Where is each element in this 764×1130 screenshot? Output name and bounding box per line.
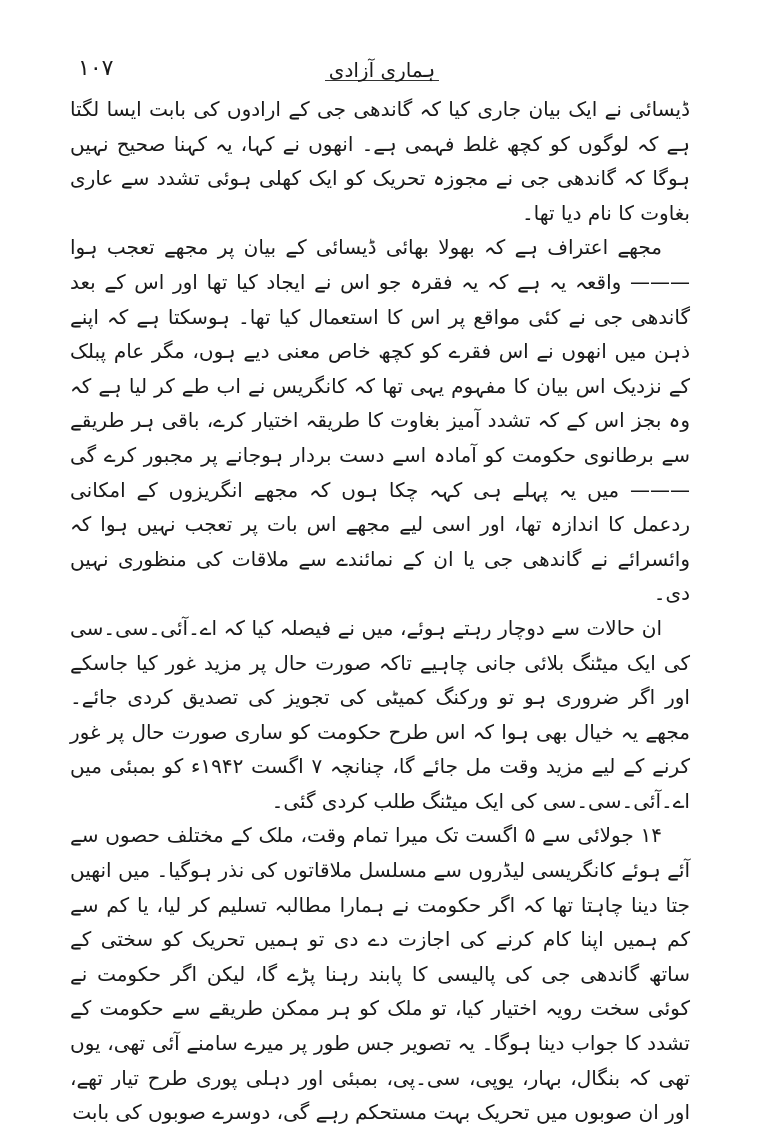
paragraph: مجھے اعتراف ہے کہ بھولا بھائی ڈیسائی کے بیان پر مجھے تعجب ہوا ——— واقعہ یہ ہے کہ یہ فقرہ جو اس نے ایجاد کیا تھا اور اس کے بعد گاندھی جی نے کئی مواقع پر اس کا استعمال کیا تھا۔ ہوسکتا ہے کہ اپنے ذہن میں انھوں نے اس فقرے کو کچھ خاص معنی دیے ہوں، مگر عام پبلک کے نزدیک اس بیان کا مفہوم یہی تھا کہ کانگریس نے اب طے کر لیا ہے کہ وہ بجز اس کے کہ تشدد آمیز بغاوت کا طریقہ اختیار کرے، باقی ہر طریقے سے برطانوی حکومت کو آمادہ اسے دست بردار ہوجانے پر مجبور کرے گی ——— میں یہ پہلے ہی کہہ چکا ہوں کہ مجھے انگریزوں کے امکانی ردعمل کا اندازہ تھا، اور اسی لیے مجھے اس بات پر تعجب نہیں ہوا کہ وائسرائے نے گاندھی جی یا ان کے نمائندے سے ملاقات کی منظوری نہیں دی۔	[70, 235, 690, 606]
body-text	[70, 92, 690, 1130]
paragraph: ۱۴ جولائی سے ۵ اگست تک میرا تمام وقت، ملک کے مختلف حصوں سے آئے ہوئے کانگریسی لیڈروں سے مسلسل ملاقاتوں کی نذر ہوگیا۔ میں انھیں جتا دینا چاہتا تھا کہ اگر حکومت نے ہمارا مطالبہ تسلیم کر لیا، یا کم سے کم ہمیں اپنا کام کرنے کی اجازت دے دی تو ہمیں تحریک کو سختی کے ساتھ گاندھی جی کی پالیسی کا پابند رہنا پڑے گا، لیکن اگر حکومت نے کوئی سخت رویہ اختیار کیا، تو ملک کو ہر ممکن طریقے سے حکومت کے تشدد کا جواب دینا ہوگا۔ یہ تصویر جس طور پر میرے سامنے آئی تھی، یوں تھی کہ بنگال، بہار، یوپی، سی۔پی، بمبئی اور دہلی پوری طرح تیار تھے، اور ان صوبوں میں تحریک بہت مستحکم رہے گی، دوسرے صوبوں کی بابت	[70, 823, 690, 1125]
running-head-title: ہماری آزادی	[325, 60, 439, 81]
running-head	[0, 56, 764, 82]
page-number: ۱۰۷	[78, 56, 114, 81]
paragraph: ڈیسائی نے ایک بیان جاری کیا کہ گاندھی جی کے ارادوں کی بابت ایسا لگتا ہے کہ لوگوں کو کچھ غلط فہمی ہے۔ انھوں نے کہا، یہ کہنا صحیح نہیں ہوگا کہ گاندھی جی نے مجوزہ تحریک کو ایک کھلی ہوئی تشدد سے عاری بغاوت کا نام دیا تھا۔	[70, 97, 690, 225]
paragraph: ان حالات سے دوچار رہتے ہوئے، میں نے فیصلہ کیا کہ اے۔آئی۔سی۔سی کی ایک میٹنگ بلائی جانی چاہیے تاکہ صورت حال پر مزید غور کیا جاسکے اور اگر ضروری ہو تو ورکنگ کمیٹی کی تجویز کی تصدیق کردی جائے۔ مجھے یہ خیال بھی ہوا کہ اس طرح حکومت کو ساری صورت حال پر غور کرنے کے لیے مزید وقت مل جائے گا، چنانچہ ۷ اگست ۱۹۴۲ء کو بمبئی میں اے۔آئی۔سی۔سی کی ایک میٹنگ طلب کردی گئی۔	[70, 615, 691, 813]
